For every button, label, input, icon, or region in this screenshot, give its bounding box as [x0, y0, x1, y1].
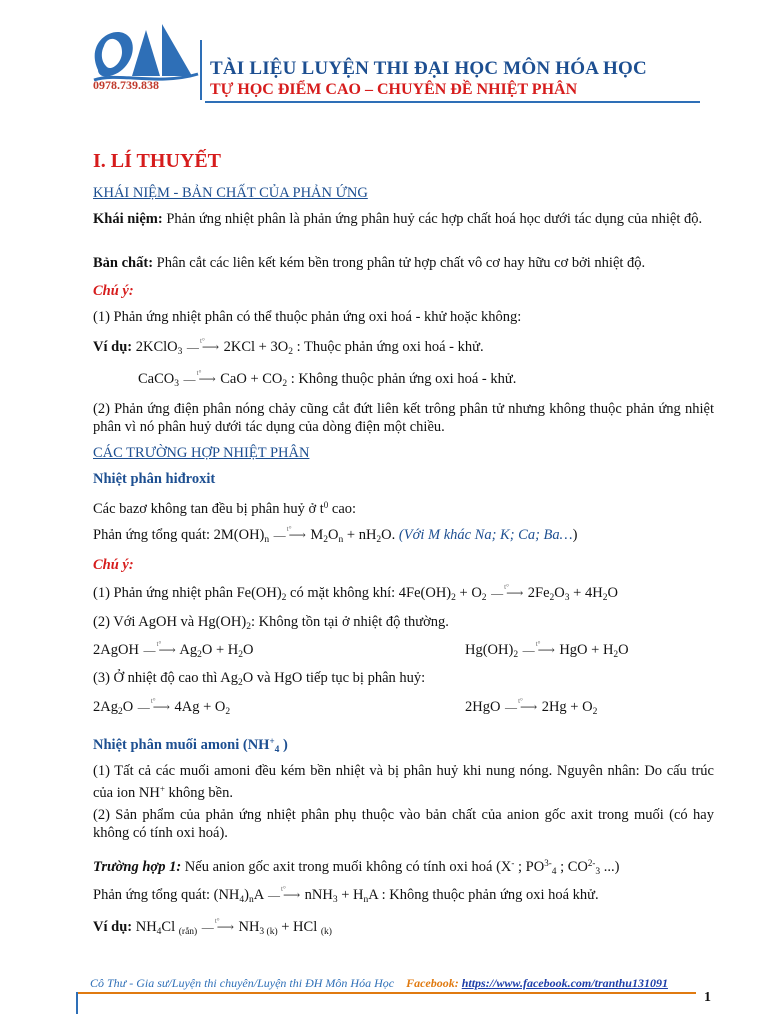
footer-rule — [76, 992, 696, 994]
section-title: I. LÍ THUYẾT — [93, 150, 222, 172]
amoni-1: (1) Tất cả các muối amoni đều kém bền nhiệt và bị phân huỷ khi nung nóng. Nguyên nhân: Do cấu trúc của ion NH+ không bền. — [93, 763, 714, 801]
ag2o-reaction: $2Ag_2O$ t° — ⟶ $4Ag + O_2$ — [93, 698, 230, 721]
subsection-khai-niem: KHÁI NIỆM - BẢN CHẤT CỦA PHẢN ỨNG — [93, 185, 368, 201]
header-title: TÀI LIỆU LUYỆN THI ĐẠI HỌC MÔN HÓA HỌC — [210, 58, 647, 79]
document-header — [0, 0, 768, 110]
footer-corner — [76, 992, 78, 1014]
example-2: CaCO$_3$ t° — ⟶ CaO + $CO_2$ : Không thuộc phản ứng oxi hoá - khử. — [138, 370, 516, 393]
paragraph-khai-niem: Khái niệm: Phản ứng nhiệt phân là phản ứng phân huỷ các hợp chất hoá học dưới tác dụng của nhiệt độ. — [93, 211, 703, 227]
general-formula-2: Phản ứng tổng quát: $(NH_4)_nA$ t° — ⟶ $nNH_3 + H_nA$ : Không thuộc phản ứng oxi hoá khử. — [93, 886, 599, 909]
hgo-reaction: 2HgO t° — ⟶ $2Hg + O_2$ — [465, 698, 597, 721]
page-number: 1 — [704, 990, 711, 1005]
general-formula-1: Phản ứng tổng quát: $2M(OH)_n$ t° — ⟶ $M_2O_n + nH_2O$. (Với M khác Na; K; Ca; Ba…) — [93, 526, 577, 549]
note-1: (1) Phản ứng nhiệt phân có thể thuộc phản ứng oxi hoá - khử hoặc không: — [93, 309, 522, 325]
note-3: (3) Ở nhiệt độ cao thì $Ag_2O$ và HgO tiếp tục bị phân huỷ: — [93, 670, 426, 688]
case-1: Trường hợp 1: Nếu anion gốc axit trong muối không có tính oxi hoá (X- ; $PO^{3-}_4$ ; $CO^{2-}_3$ ...) — [93, 858, 620, 877]
paragraph-ban-chat: Bản chất: Phân cắt các liên kết kém bền trong phân tử hợp chất vô cơ hay hữu cơ bởi nhiệt độ. — [93, 255, 646, 271]
note-label-2: Chú ý: — [93, 557, 134, 573]
heading-hidroxit: Nhiệt phân hiđroxit — [93, 471, 216, 487]
amoni-2: (2) Sản phẩm của phản ứng nhiệt phân phụ thuộc vào bản chất của anion gốc axit trong muối (có hay không có tính oxi hoá). — [93, 807, 714, 841]
ag-hg-note: (2) Với AgOH và $Hg(OH)_2$: Không tồn tại ở nhiệt độ thường. — [93, 614, 449, 632]
facebook-link[interactable]: https://www.facebook.com/tranthu131091 — [461, 976, 668, 990]
heading-amoni: Nhiệt phân muối amoni ($NH^+_4$ ) — [93, 736, 288, 755]
bazo-text: Các bazơ không tan đều bị phân huỷ ở $t^0$ cao: — [93, 500, 357, 517]
subsection-truong-hop: CÁC TRƯỜNG HỢP NHIỆT PHÂN — [93, 445, 310, 461]
header-subtitle: TỰ HỌC ĐIỂM CAO – CHUYÊN ĐỀ NHIỆT PHÂN — [210, 81, 578, 98]
footer-text: Cô Thư - Gia sư/Luyện thi chuyên/Luyện thi ĐH Môn Hóa Học Facebook: https://www.facebook.com/tranthu131091 — [90, 976, 668, 990]
agoh-reaction: 2AgOH t° — ⟶ $Ag_2O + H_2O$ — [93, 641, 253, 664]
example-nh4cl: Ví dụ: $NH_4Cl$ $_{(rắn)}$ t° — ⟶ $NH_{3 (k)}$ + HCl $_{(k)}$ — [93, 918, 332, 941]
fe-reaction: (1) Phản ứng nhiệt phân $Fe(OH)_2$ có mặt không khí: $4Fe(OH)_2 + O_2$ t° — ⟶ $2Fe_2O_3 + 4H_2O$ — [93, 584, 618, 607]
example-1: Ví dụ: 2KClO$_3$ t° — ⟶ $2KCl + 3O_2$ : Thuộc phản ứng oxi hoá - khử. — [93, 338, 484, 361]
header-underline — [205, 101, 700, 103]
phone-number: 0978.739.838 — [93, 78, 159, 92]
note-label: Chú ý: — [93, 283, 134, 299]
header-divider — [200, 40, 202, 100]
hgoh-reaction: $Hg(OH)_2$ t° — ⟶ HgO + $H_2O$ — [465, 641, 629, 664]
note-2: (2) Phản ứng điện phân nóng chảy cũng cắt đứt liên kết trông phân tử nhưng không thuộc phản ứng nhiệt phân vì nó phân huỷ dưới tác dụng của dòng điện một chiều. — [93, 401, 714, 435]
